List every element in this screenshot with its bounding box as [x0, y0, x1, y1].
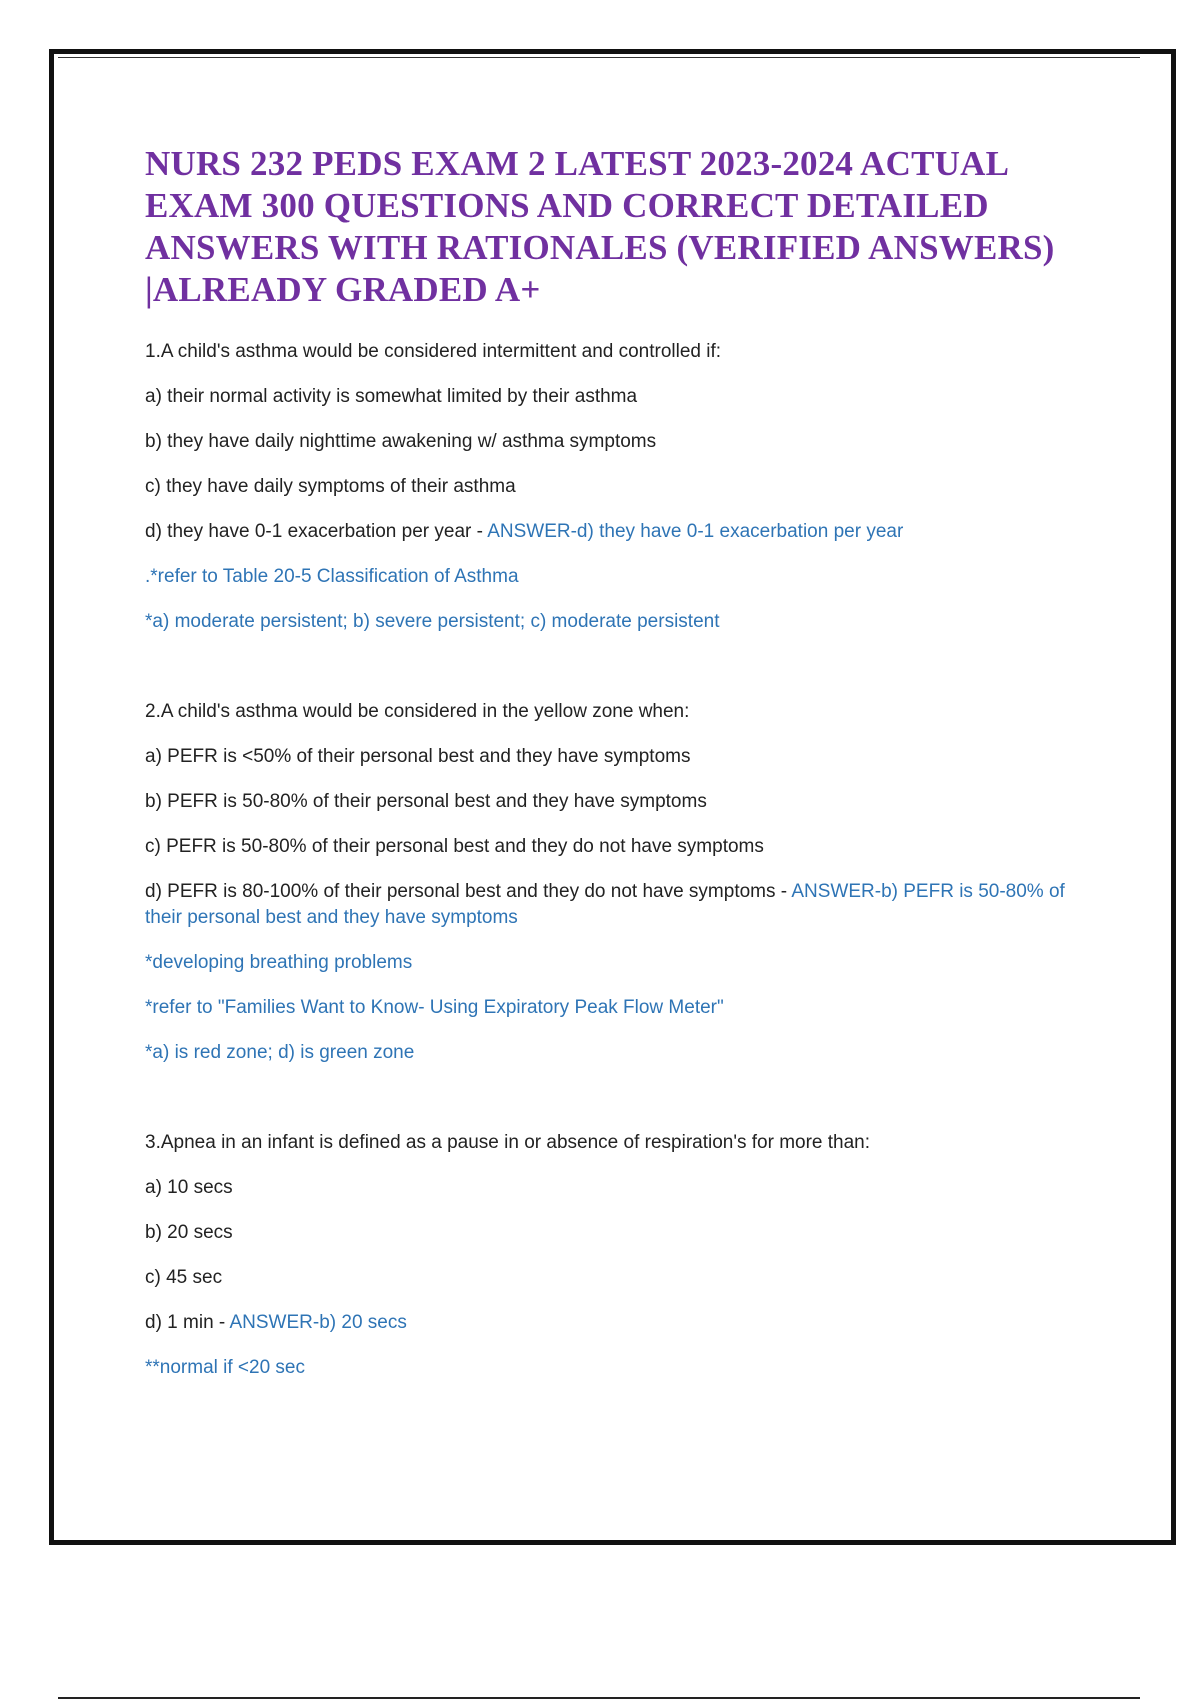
- option-b: b) they have daily nighttime awakening w/ asthma symptoms: [145, 431, 657, 452]
- option-b: b) PEFR is 50-80% of their personal best and they have symptoms: [145, 791, 707, 812]
- option-c: c) they have daily symptoms of their asthma: [145, 476, 516, 497]
- rationale-note: *refer to "Families Want to Know- Using Expiratory Peak Flow Meter": [145, 997, 724, 1018]
- question-stem: 3.Apnea in an infant is defined as a pause in or absence of respiration's for more than:: [145, 1132, 871, 1153]
- answer-text: ANSWER-b) PEFR is 50-80% of their personal best and they have symptoms: [145, 881, 1065, 928]
- rationale-note: **normal if <20 sec: [145, 1357, 305, 1378]
- option-d-with-answer: [145, 1310, 1090, 1336]
- question-3: [145, 1130, 1090, 1381]
- rationale-note: *a) is red zone; d) is green zone: [145, 1042, 415, 1063]
- question-stem: 2.A child's asthma would be considered in the yellow zone when:: [145, 701, 690, 722]
- bottom-rule: [58, 1697, 1140, 1699]
- rationale-note: *a) moderate persistent; b) severe persistent; c) moderate persistent: [145, 611, 720, 632]
- question-spacer: [145, 654, 1090, 699]
- option-a: a) PEFR is <50% of their personal best and they have symptoms: [145, 746, 691, 767]
- option-a: a) their normal activity is somewhat limited by their asthma: [145, 386, 638, 407]
- document-content: [145, 143, 1090, 1400]
- rationale-note: .*refer to Table 20-5 Classification of Asthma: [145, 566, 519, 587]
- answer-text: ANSWER-d) they have 0-1 exacerbation per year: [487, 521, 904, 542]
- question-1: [145, 339, 1090, 635]
- option-d: d) PEFR is 80-100% of their personal best and they do not have symptoms -: [145, 881, 792, 902]
- option-d: d) 1 min -: [145, 1312, 230, 1333]
- question-stem: 1.A child's asthma would be considered intermittent and controlled if:: [145, 341, 722, 362]
- option-d-with-answer: [145, 879, 1090, 931]
- option-c: c) PEFR is 50-80% of their personal best and they do not have symptoms: [145, 836, 764, 857]
- option-a: a) 10 secs: [145, 1177, 233, 1198]
- document-title: NURS 232 PEDS EXAM 2 LATEST 2023-2024 ACTUAL EXAM 300 QUESTIONS AND CORRECT DETAILED ANSWERS WITH RATIONALES (VERIFIED ANSWERS) |ALREADY GRADED A+: [145, 144, 1055, 309]
- question-spacer: [145, 1085, 1090, 1130]
- option-d: d) they have 0-1 exacerbation per year -: [145, 521, 488, 542]
- option-c: c) 45 sec: [145, 1267, 223, 1288]
- rationale-note: *developing breathing problems: [145, 952, 413, 973]
- answer-text: ANSWER-b) 20 secs: [229, 1312, 407, 1333]
- question-2: [145, 699, 1090, 1066]
- option-d-with-answer: [145, 519, 1090, 545]
- option-b: b) 20 secs: [145, 1222, 233, 1243]
